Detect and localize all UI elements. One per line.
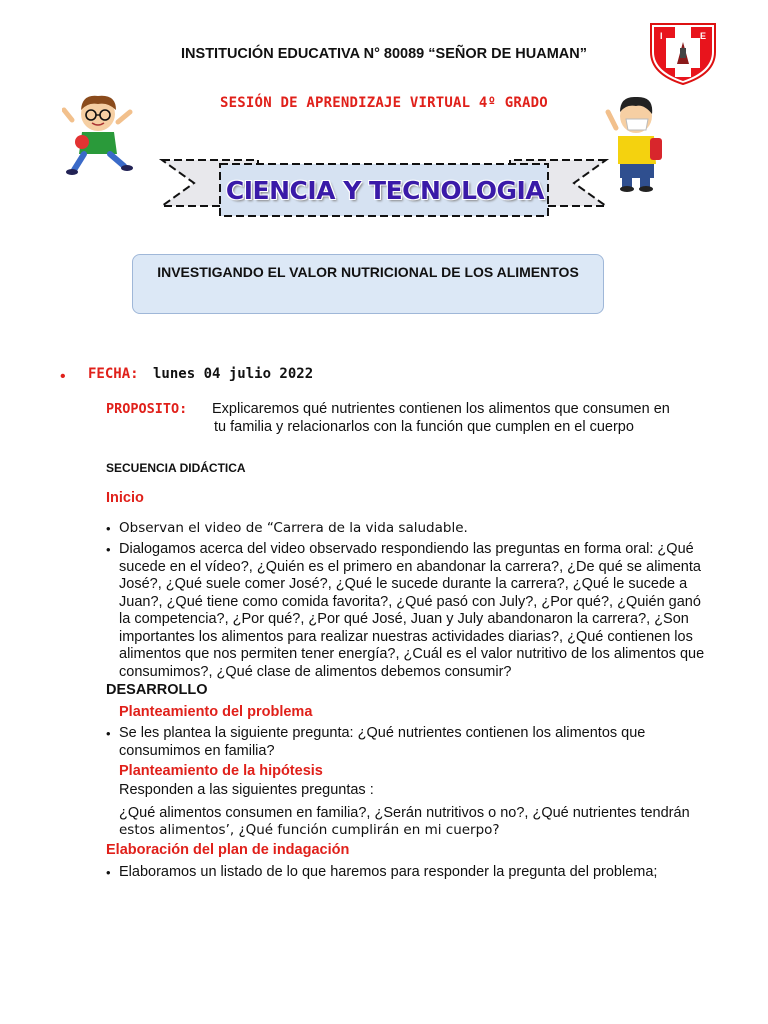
proposito-label: PROPOSITO: xyxy=(106,401,188,417)
hipotesis-line-1: ¿Qué alimentos consumen en familia?, ¿Serán nutritivos o no?, ¿Qué nutrientes tendrán xyxy=(119,805,690,821)
inicio-bullet-2-line-2: sucede en el vídeo?, ¿Quién es el primero en abandonar la carrera?, ¿De qué se alimenta xyxy=(119,558,701,575)
hipotesis-heading: Planteamiento de la hipótesis xyxy=(119,763,323,779)
hipotesis-intro: Responden a las siguientes preguntas : xyxy=(119,782,374,798)
fecha-value: lunes 04 julio 2022 xyxy=(153,366,314,382)
session-title: SESIÓN DE APRENDIZAJE VIRTUAL 4º GRADO xyxy=(220,95,548,111)
subject-title: CIENCIA Y TECNOLOGIA xyxy=(225,176,545,205)
proposito-line-2: tu familia y relacionarlos con la función que cumplen en el cuerpo xyxy=(214,419,634,435)
inicio-bullet-2-line-5: la competencia?, ¿Por qué?, ¿Por qué José, Juan y July abandonaron la carrera?, ¿Son xyxy=(119,611,689,627)
bullet-dot: • xyxy=(106,542,111,557)
child-with-glasses-illustration xyxy=(62,92,136,178)
inicio-bullet-2-line-8: consumimos?, ¿Qué clase de alimentos debemos consumir? xyxy=(119,663,512,680)
problema-heading: Planteamiento del problema xyxy=(119,704,313,720)
inicio-heading: Inicio xyxy=(106,490,144,506)
shield-letter-e: E xyxy=(700,31,707,41)
plan-heading: Elaboración del plan de indagación xyxy=(106,842,350,858)
bullet-dot: • xyxy=(60,368,66,385)
topic-title: INVESTIGANDO EL VALOR NUTRICIONAL DE LOS ALIMENTOS xyxy=(157,264,579,280)
inicio-bullet-2-line-3: José?, ¿Qué suele comer José?, ¿Qué le sucede durante la carrera?, ¿Qué le sucede a xyxy=(119,576,688,592)
bullet-dot: • xyxy=(106,726,111,741)
inicio-bullet-2-line-7: alimentos que nos permiten tener energía?, ¿Cuál es el valor nutritivo de los alimentos que xyxy=(119,646,705,662)
inicio-bullet-2-line-1: Dialogamos acerca del video observado respondiendo las preguntas en forma oral: ¿Qué xyxy=(119,541,694,557)
problema-line-1: Se les plantea la siguiente pregunta: ¿Qué nutrientes contienen los alimentos que xyxy=(119,725,646,741)
plan-bullet: Elaboramos un listado de lo que haremos para responder la pregunta del problema; xyxy=(119,864,658,880)
inicio-bullet-2-line-4: Juan?, ¿Qué tiene como comida favorita?, ¿Qué pasó con July?, ¿Por qué?, ¿Quién ganó xyxy=(119,593,701,610)
hipotesis-line-2: estos alimentos’, ¿Qué función cumplirán en mi cuerpo? xyxy=(119,822,500,838)
bullet-dot: • xyxy=(106,521,111,536)
desarrollo-heading: DESARROLLO xyxy=(106,682,208,698)
proposito-line-1: Explicaremos qué nutrientes contienen los alimentos que consumen en xyxy=(212,401,670,417)
fecha-label: FECHA: xyxy=(88,366,139,382)
secuencia-heading: SECUENCIA DIDÁCTICA xyxy=(106,461,246,475)
child-with-mask-illustration xyxy=(604,92,668,192)
problema-line-2: consumimos en familia? xyxy=(119,742,275,759)
shield-letter-i: I xyxy=(660,31,663,41)
institution-name: INSTITUCIÓN EDUCATIVA N° 80089 “SEÑOR DE HUAMAN” xyxy=(181,46,587,62)
school-shield-logo xyxy=(648,20,718,86)
inicio-bullet-1: Observan el video de “Carrera de la vida saludable. xyxy=(119,520,468,536)
topic-box xyxy=(132,254,604,314)
bullet-dot: • xyxy=(106,865,111,880)
inicio-bullet-2-line-6: importantes los alimentos para realizar nuestras actividades diarias?, ¿Qué contienen los xyxy=(119,628,693,645)
